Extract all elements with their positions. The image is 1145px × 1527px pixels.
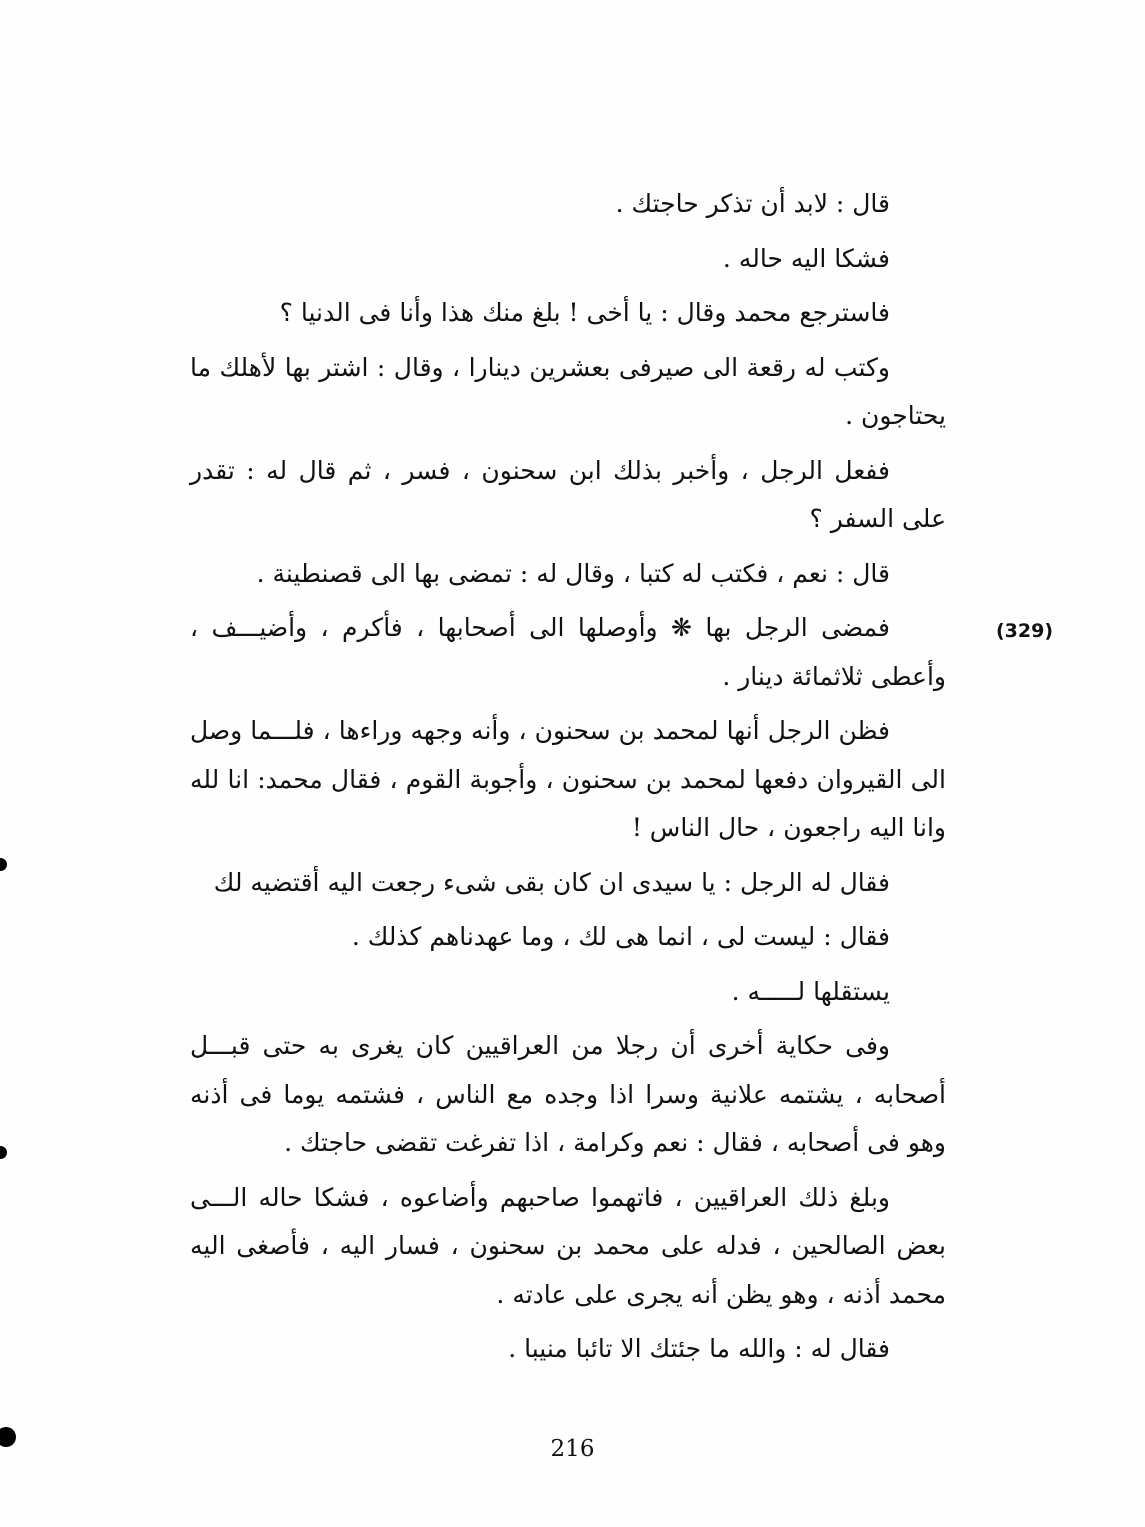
paragraph: فشكا اليه حاله . xyxy=(722,243,890,273)
paragraph: وكتب له رقعة الى صيرفى بعشرين دينارا ، وقال : اشتر بها لأهلك ما يحتاجون . xyxy=(190,352,946,430)
paragraph: وفى حكاية أخرى أن رجلا من العراقيين كان يغرى به حتى قبـــل أصحابه ، يشتمه علانية وسرا اذا وجده مع الناس ، فشتمه يوما فى أذنه وهو فى أصحابه ، فقال : نعم وكرامة ، اذا تفرغت تقضى حاجتك . xyxy=(190,1031,946,1157)
page-number: 216 xyxy=(550,1436,595,1462)
binding-hole-mark xyxy=(0,858,7,871)
paragraph: فظن الرجل أنها لمحمد بن سحنون ، وأنه وجهه وراءها ، فلـــما وصل الى القيروان دفعها لمحمد بن سحنون ، وأجوبة القوم ، فقال محمد: انا لله وانا اليه راجعون ، حال الناس ! xyxy=(190,716,946,842)
paragraph: قال : نعم ، فكتب له كتبا ، وقال له : تمضى بها الى قصنطينة . xyxy=(256,558,890,588)
margin-reference-number: (329) xyxy=(996,620,1054,642)
paragraph: وبلغ ذلك العراقيين ، فاتهموا صاحبهم وأضاعوه ، فشكا حاله الـــى بعض الصالحين ، فدله على محمد بن سحنون ، فسار اليه ، فأصغى اليه محمد أذنه ، وهو يظن أنه يجرى على عادته . xyxy=(190,1182,946,1309)
binding-hole-mark xyxy=(0,1146,7,1159)
paragraph: يستقلها لـــــه . xyxy=(731,976,890,1006)
paragraph: فمضى الرجل بها ❋ وأوصلها الى أصحابها ، فأكرم ، وأضيـــف ، وأعطى ثلاثمائة دينار . xyxy=(190,613,946,691)
paragraph: ففعل الرجل ، وأخبر بذلك ابن سحنون ، فسر ، ثم قال له : تقدر على السفر ؟ xyxy=(190,455,946,533)
paragraph: فقال له الرجل : يا سيدى ان كان بقى شىء رجعت اليه أقتضيه لك xyxy=(213,867,890,897)
paragraph: فقال له : والله ما جئتك الا تائبا منيبا . xyxy=(508,1334,890,1363)
paragraph: قال : لابد أن تذكر حاجتك . xyxy=(615,189,890,218)
body-text xyxy=(190,180,946,1380)
paragraph: فقال : ليست لى ، انما هى لك ، وما عهدناهم كذلك . xyxy=(351,922,890,951)
paragraph: فاسترجع محمد وقال : يا أخى ! بلغ منك هذا وأنا فى الدنيا ؟ xyxy=(279,298,890,327)
